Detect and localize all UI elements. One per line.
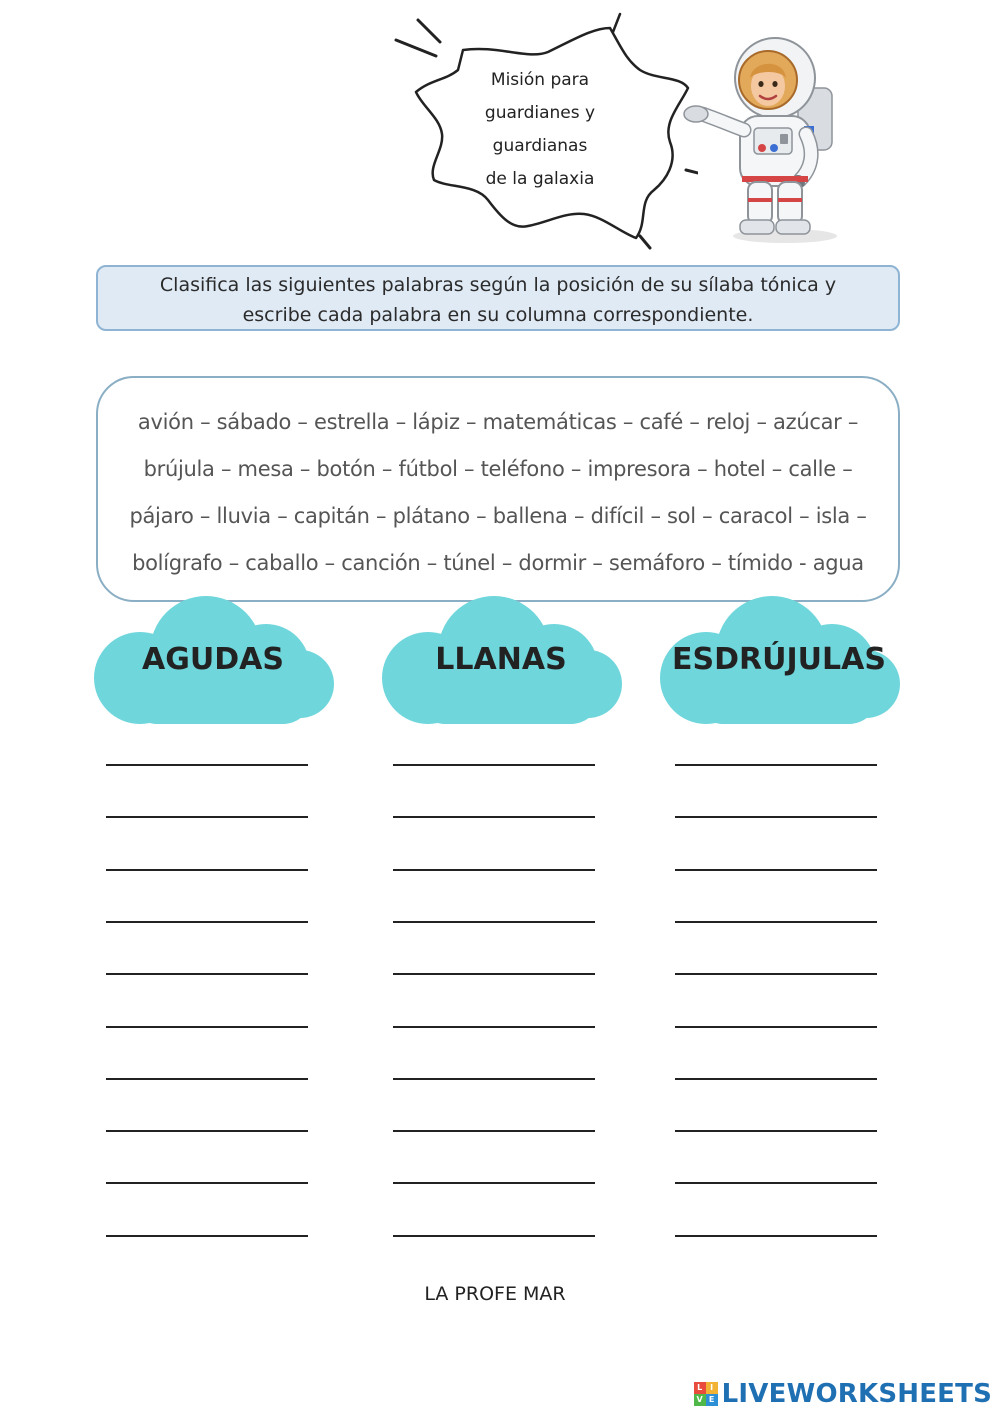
answer-line-esdrujulas[interactable] <box>675 816 877 818</box>
author-credit: LA PROFE MAR <box>424 1283 566 1305</box>
cloud-header-esdrujulas <box>654 596 904 734</box>
answer-line-llanas[interactable] <box>393 973 595 975</box>
cloud-header-llanas <box>376 596 626 734</box>
liveworksheets-mark-icon <box>694 1382 718 1406</box>
mission-line: guardianas <box>492 136 588 156</box>
answer-line-llanas[interactable] <box>393 1026 595 1028</box>
word-list-line: avión – sábado – estrella – lápiz – matemáticas – café – reloj – azúcar – <box>137 410 859 434</box>
word-list-line: brújula – mesa – botón – fútbol – teléfono – impresora – hotel – calle – <box>143 457 853 481</box>
answer-line-esdrujulas[interactable] <box>675 921 877 923</box>
cloud-header-agudas <box>88 596 338 734</box>
answer-line-agudas[interactable] <box>106 1182 308 1184</box>
liveworksheets-logo[interactable] <box>694 1378 992 1410</box>
answer-line-llanas[interactable] <box>393 1078 595 1080</box>
instructions-line: Clasifica las siguientes palabras según la posición de su sílaba tónica y <box>159 274 837 296</box>
answer-line-agudas[interactable] <box>106 1078 308 1080</box>
answer-line-esdrujulas[interactable] <box>675 973 877 975</box>
column-heading: LLANAS <box>435 642 567 677</box>
answer-line-esdrujulas[interactable] <box>675 764 877 766</box>
brand-mark-letter: L <box>694 1382 706 1394</box>
mission-title <box>460 64 620 196</box>
answer-line-llanas[interactable] <box>393 869 595 871</box>
word-list-line: bolígrafo – caballo – canción – túnel – dormir – semáforo – tímido - agua <box>132 551 864 575</box>
answer-line-esdrujulas[interactable] <box>675 1026 877 1028</box>
mission-line: de la galaxia <box>485 169 595 189</box>
answer-line-agudas[interactable] <box>106 764 308 766</box>
column-heading: AGUDAS <box>142 642 284 677</box>
answer-line-agudas[interactable] <box>106 816 308 818</box>
brand-name: LIVEWORKSHEETS <box>721 1379 992 1409</box>
answer-line-llanas[interactable] <box>393 921 595 923</box>
column-heading: ESDRÚJULAS <box>672 642 886 677</box>
answer-line-llanas[interactable] <box>393 816 595 818</box>
brand-mark-letter: V <box>694 1394 706 1406</box>
answer-line-esdrujulas[interactable] <box>675 869 877 871</box>
answer-line-agudas[interactable] <box>106 1026 308 1028</box>
answer-line-esdrujulas[interactable] <box>675 1078 877 1080</box>
instructions-line: escribe cada palabra en su columna correspondiente. <box>242 304 754 326</box>
mission-line: guardianes y <box>484 103 596 123</box>
brand-mark-letter: I <box>706 1382 718 1394</box>
answer-line-llanas[interactable] <box>393 1235 595 1237</box>
answer-line-llanas[interactable] <box>393 764 595 766</box>
answer-line-agudas[interactable] <box>106 973 308 975</box>
answer-line-esdrujulas[interactable] <box>675 1235 877 1237</box>
answer-line-llanas[interactable] <box>393 1130 595 1132</box>
instructions-box <box>96 265 900 331</box>
answer-line-agudas[interactable] <box>106 869 308 871</box>
word-list-box <box>96 376 900 602</box>
mission-line: Misión para <box>490 70 590 90</box>
word-list-line: pájaro – lluvia – capitán – plátano – ballena – difícil – sol – caracol – isla – <box>129 504 867 528</box>
answer-line-esdrujulas[interactable] <box>675 1130 877 1132</box>
answer-line-agudas[interactable] <box>106 1235 308 1237</box>
brand-mark-letter: E <box>706 1394 718 1406</box>
answer-line-agudas[interactable] <box>106 1130 308 1132</box>
astronaut-illustration <box>680 30 850 245</box>
answer-line-agudas[interactable] <box>106 921 308 923</box>
answer-line-esdrujulas[interactable] <box>675 1182 877 1184</box>
answer-line-llanas[interactable] <box>393 1182 595 1184</box>
